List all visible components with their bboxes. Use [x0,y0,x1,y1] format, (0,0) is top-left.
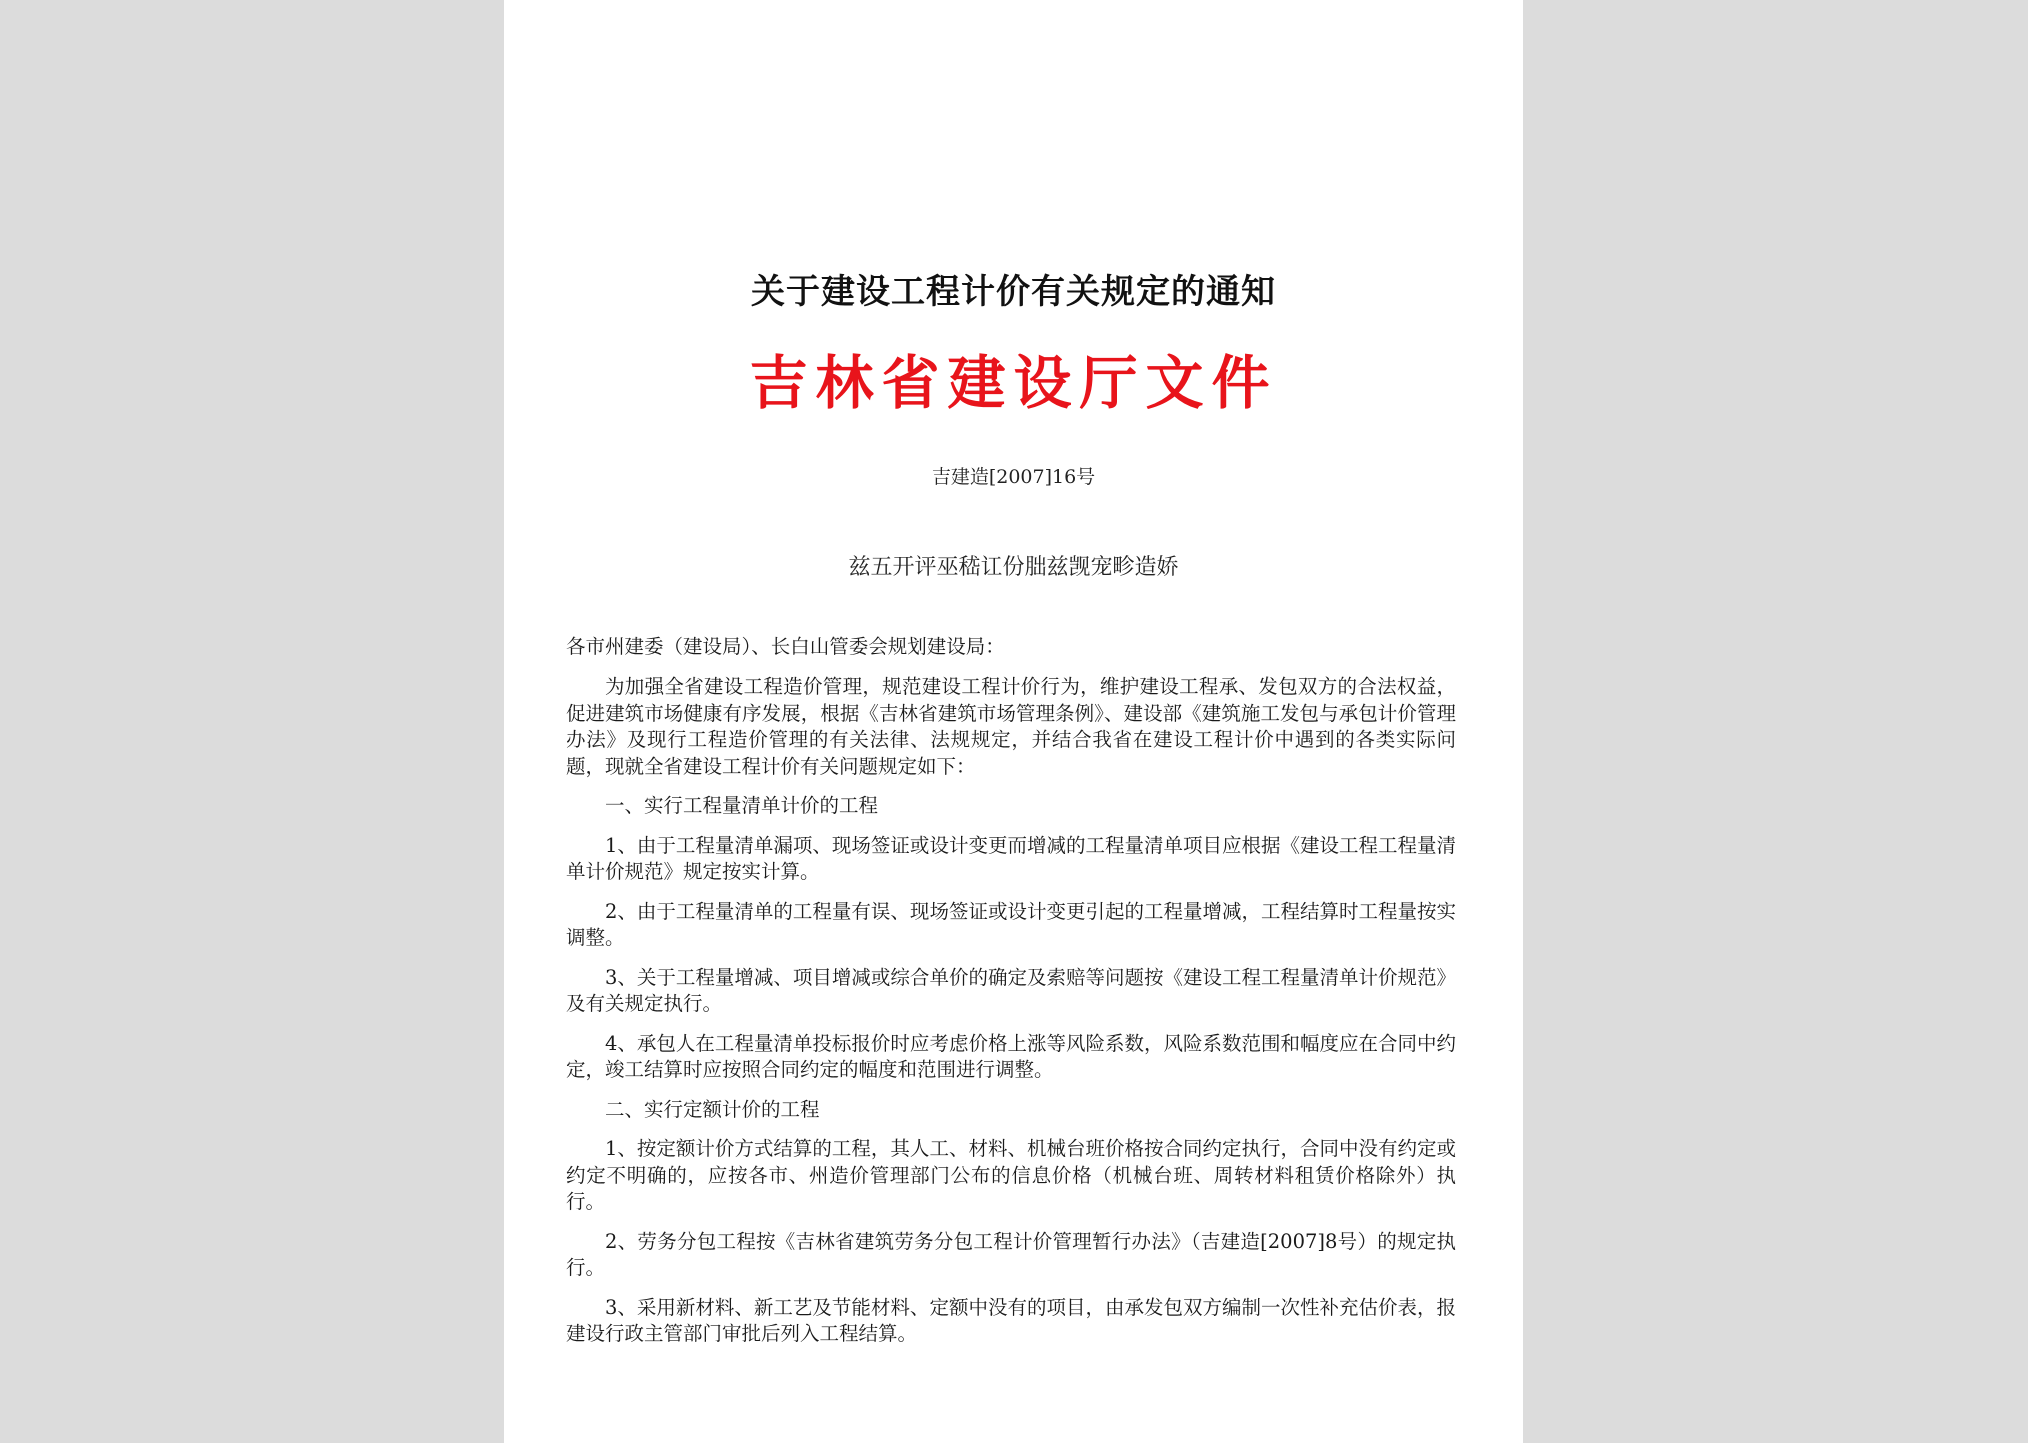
section-heading-2: 二、实行定额计价的工程 [605,1097,820,1121]
addressee-line: 各市州建委（建设局）、长白山管委会规划建设局： [566,635,1005,658]
section1-item-1: 1、由于工程量清单漏项、现场签证或设计变更而增减的工程量清单项目应根据《建设工程工程量清单计价规范》规定按实计算。 [566,833,1456,883]
section2-item-1: 1、按定额计价方式结算的工程，其人工、材料、机械台班价格按合同约定执行，合同中没有约定或约定不明确的，应按各市、州造价管理部门公布的信息价格（机械台班、周转材料租赁价格除外）执行。 [566,1137,1456,1213]
document-page [504,0,1523,1443]
issuer-red-header: 吉林省建设厅文件 [749,349,1278,417]
document-body [566,632,1456,1361]
section1-item-2: 2、由于工程量清单的工程量有误、现场签证或设计变更引起的工程量增减，工程结算时工程量按实调整。 [566,899,1456,949]
garbled-subtitle: 兹五开评巫嵇讧份朏兹觊宠畛造娇 [848,555,1179,580]
section2-item-2: 2、劳务分包工程按《吉林省建筑劳务分包工程计价管理暂行办法》（吉建造[2007]8号）的规定执行。 [566,1229,1456,1279]
section1-item-3: 3、关于工程量增减、项目增减或综合单价的确定及索赔等问题按《建设工程工程量清单计价规范》及有关规定执行。 [566,965,1456,1015]
section2-item-3: 3、采用新材料、新工艺及节能材料、定额中没有的项目，由承发包双方编制一次性补充估价表，报建设行政主管部门审批后列入工程结算。 [566,1295,1456,1345]
section1-item-4: 4、承包人在工程量清单投标报价时应考虑价格上涨等风险系数，风险系数范围和幅度应在合同中约定，竣工结算时应按照合同约定的幅度和范围进行调整。 [566,1031,1456,1081]
document-number: 吉建造[2007]16号 [931,466,1096,488]
section-heading-1: 一、实行工程量清单计价的工程 [605,794,879,817]
document-title: 关于建设工程计价有关规定的通知 [751,272,1276,312]
intro-paragraph: 为加强全省建设工程造价管理，规范建设工程计价行为，维护建设工程承、发包双方的合法权益，促进建筑市场健康有序发展，根据《吉林省建筑市场管理条例》、建设部《建筑施工发包与承包计价管理办法》及现行工程造价管理的有关法律、法规规定，并结合我省在建设工程计价中遇到的各类实际问题，现就全省建设工程计价有关问题规定如下： [566,675,1456,778]
